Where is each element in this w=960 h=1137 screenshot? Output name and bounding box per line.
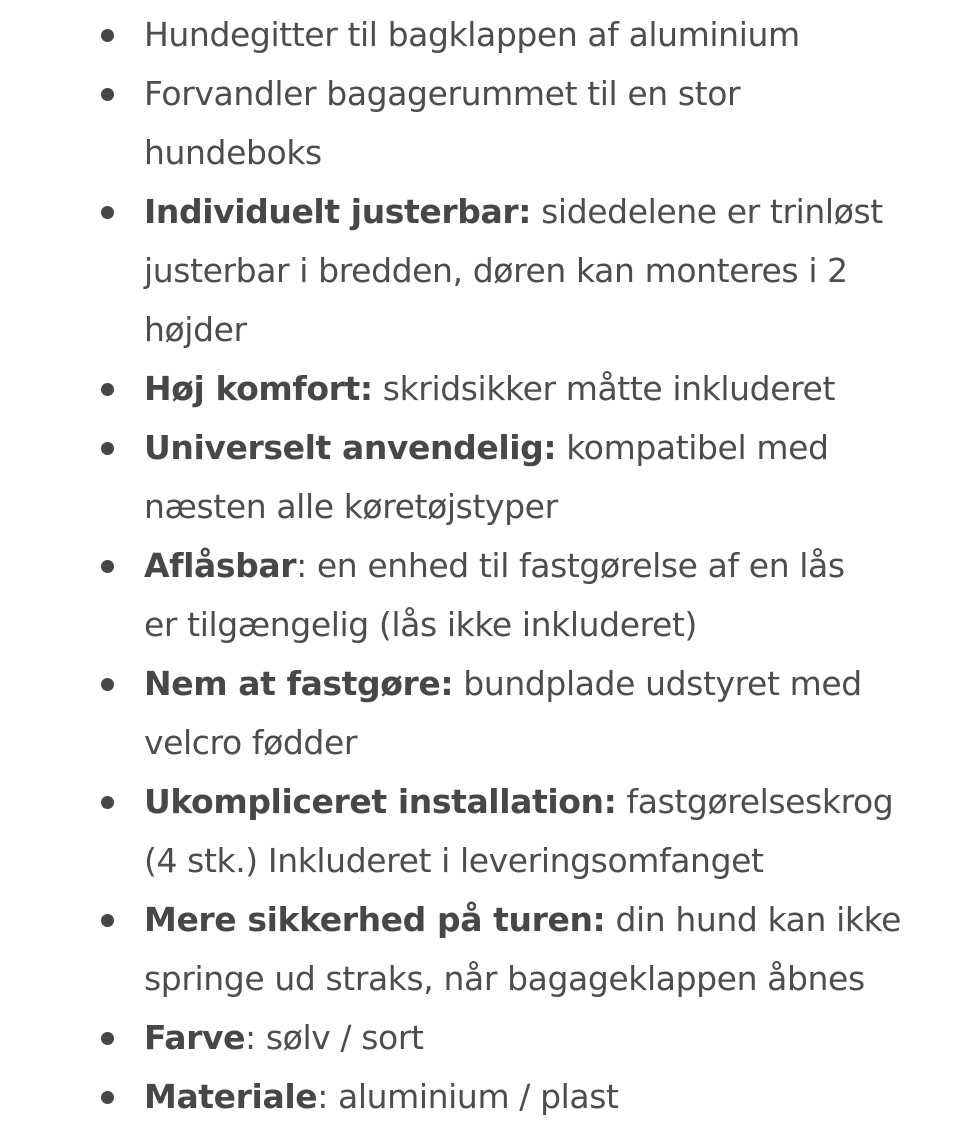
feature-label: Ukompliceret installation: [144,782,617,821]
feature-text: sidedelene er trinløst [531,192,883,231]
feature-text: fastgørelseskrog [616,782,894,821]
feature-item [0,64,960,182]
feature-item [0,182,960,359]
feature-text: Forvandler bagagerummet til en stor [144,74,741,113]
bullet-icon [101,1032,114,1045]
bullet-icon [101,678,114,691]
bullet-icon [101,383,114,396]
feature-text: : en enhed til fastgørelse af en lås [296,546,845,585]
feature-item [0,5,960,64]
feature-item [0,536,960,654]
feature-item [0,359,960,418]
feature-item [0,418,960,536]
feature-label: Individuelt justerbar: [144,192,532,231]
bullet-icon [101,560,114,573]
feature-text: højder [144,310,247,349]
feature-item [0,772,960,890]
feature-text: kompatibel med [556,428,829,467]
feature-text: justerbar i bredden, døren kan monteres i 2 [144,251,848,290]
bullet-icon [101,796,114,809]
feature-label: Nem at fastgøre: [144,664,454,703]
feature-text: din hund kan ikke [605,900,902,939]
feature-label: Farve [144,1018,246,1057]
feature-label: Mere sikkerhed på turen: [144,900,606,939]
bullet-icon [101,29,114,42]
feature-label: Aflåsbar [144,546,297,585]
feature-text: Hundegitter til bagklappen af aluminium [144,15,800,54]
bullet-icon [101,914,114,927]
bullet-icon [101,88,114,101]
feature-list [0,5,960,1126]
feature-item [0,890,960,1008]
feature-text: velcro fødder [144,723,358,762]
bullet-icon [101,442,114,455]
feature-text: : sølv / sort [245,1018,424,1057]
feature-text: springe ud straks, når bagageklappen åbnes [144,959,865,998]
feature-item [0,1067,960,1126]
feature-label: Universelt anvendelig: [144,428,557,467]
bullet-icon [101,1091,114,1104]
feature-text: er tilgængelig (lås ikke inkluderet) [144,605,697,644]
feature-text: næsten alle køretøjstyper [144,487,558,526]
feature-label: Materiale [144,1077,318,1116]
feature-item [0,1008,960,1067]
feature-text: (4 stk.) Inkluderet i leveringsomfanget [144,841,764,880]
feature-text: hundeboks [144,133,322,172]
feature-item [0,654,960,772]
feature-text: bundplade udstyret med [453,664,862,703]
feature-text: skridsikker måtte inkluderet [372,369,835,408]
feature-label: Høj komfort: [144,369,373,408]
bullet-icon [101,206,114,219]
feature-text: : aluminium / plast [317,1077,619,1116]
